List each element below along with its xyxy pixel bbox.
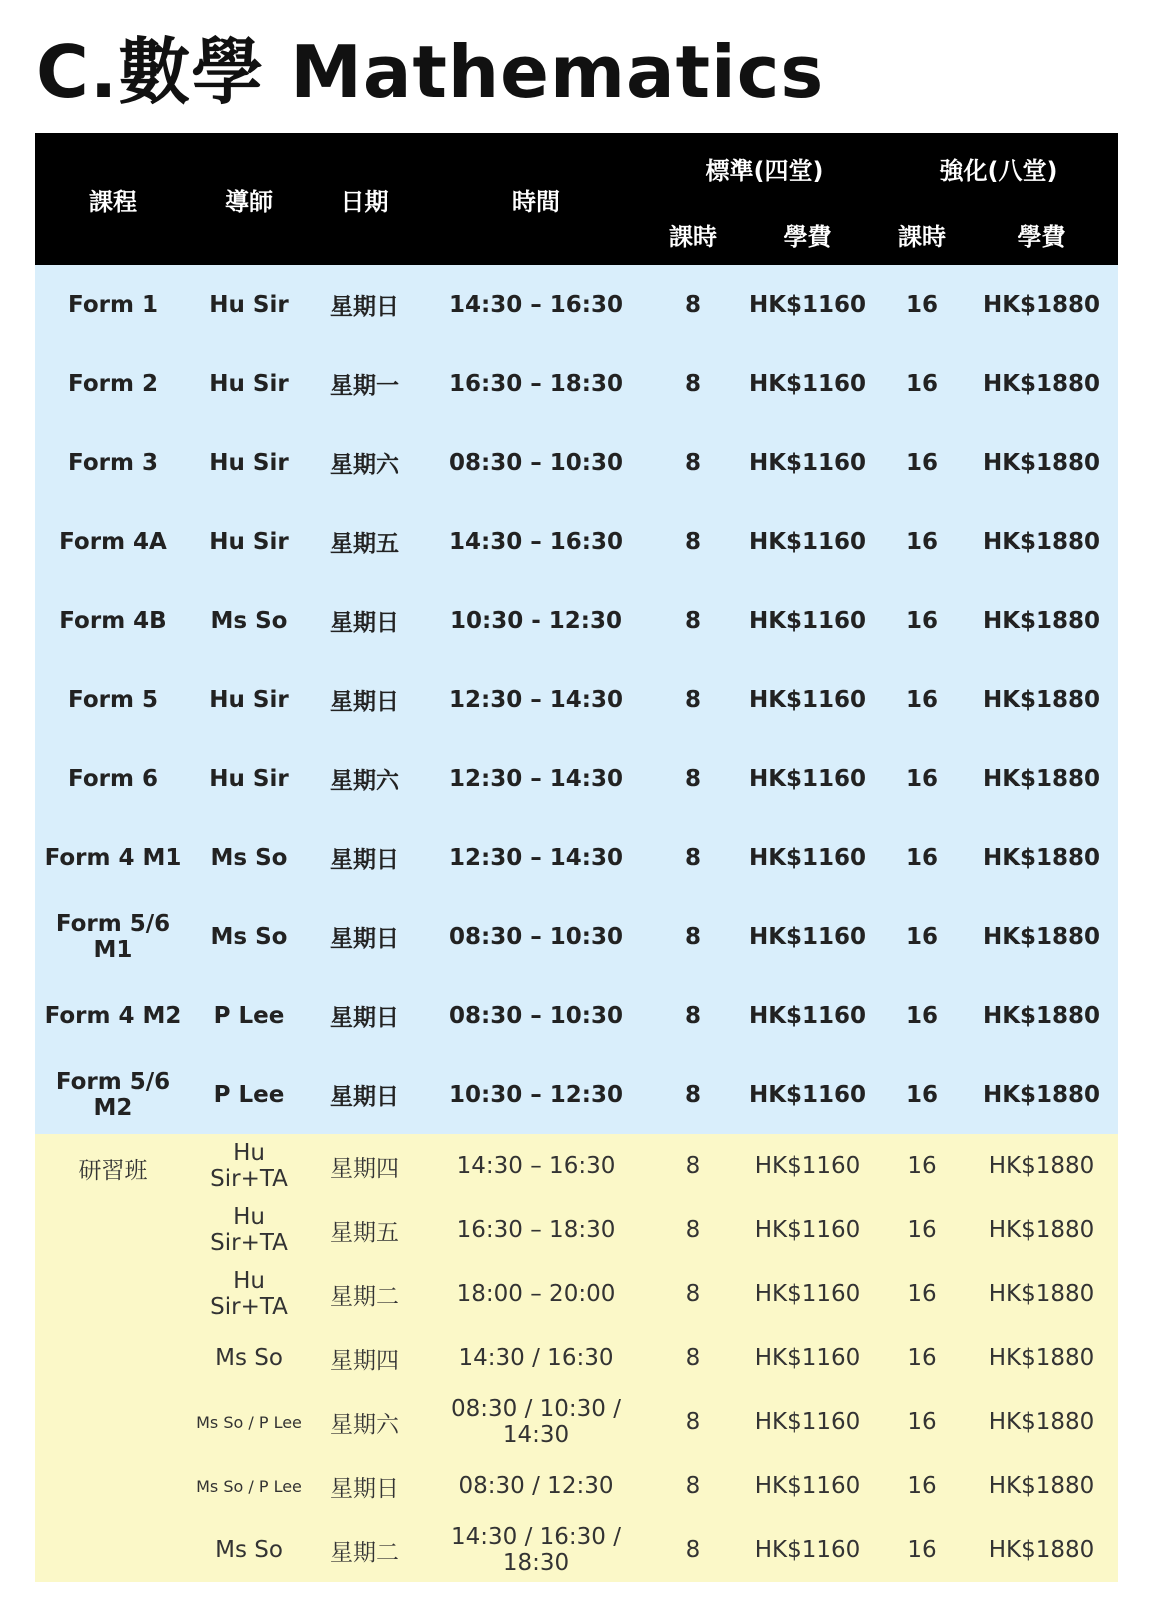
standard-hours-cell: 8 [650, 423, 736, 502]
tutor-cell: Ms So / P Lee [191, 1390, 307, 1454]
time-cell: 14:30 – 16:30 [422, 502, 650, 581]
day-cell: 星期四 [307, 1134, 422, 1198]
intensive-fee-cell: HK$1880 [965, 344, 1118, 423]
course-cell: Form 1 [35, 265, 191, 344]
day-cell: 星期一 [307, 344, 422, 423]
day-cell: 星期五 [307, 502, 422, 581]
table-row [35, 1262, 1118, 1326]
table-row [35, 1454, 1118, 1518]
day-cell: 星期六 [307, 423, 422, 502]
standard-hours-cell: 8 [650, 1454, 736, 1518]
intensive-hours-cell: 16 [879, 423, 965, 502]
header-intensive-fee: 學費 [965, 203, 1118, 265]
day-cell: 星期日 [307, 581, 422, 660]
time-cell: 14:30 / 16:30 / 18:30 [422, 1518, 650, 1582]
time-cell: 12:30 – 14:30 [422, 818, 650, 897]
course-cell: 研習班 [35, 1134, 191, 1582]
standard-hours-cell: 8 [650, 976, 736, 1055]
time-cell: 08:30 / 10:30 / 14:30 [422, 1390, 650, 1454]
time-cell: 10:30 - 12:30 [422, 581, 650, 660]
tutor-cell: Hu Sir [191, 739, 307, 818]
standard-fee-cell: HK$1160 [736, 581, 879, 660]
standard-fee-cell: HK$1160 [736, 1390, 879, 1454]
page-title: C.數學 Mathematics [36, 30, 825, 114]
standard-fee-cell: HK$1160 [736, 1134, 879, 1198]
table-row [35, 344, 1118, 423]
standard-hours-cell: 8 [650, 739, 736, 818]
header-intensive-hours: 課時 [879, 203, 965, 265]
tutor-cell: Ms So [191, 1326, 307, 1390]
intensive-hours-cell: 16 [879, 660, 965, 739]
time-cell: 12:30 – 14:30 [422, 739, 650, 818]
intensive-fee-cell: HK$1880 [965, 502, 1118, 581]
time-cell: 08:30 – 10:30 [422, 976, 650, 1055]
intensive-fee-cell: HK$1880 [965, 1134, 1118, 1198]
standard-fee-cell: HK$1160 [736, 344, 879, 423]
intensive-hours-cell: 16 [879, 1134, 965, 1198]
table-row [35, 739, 1118, 818]
time-cell: 14:30 – 16:30 [422, 1134, 650, 1198]
header-intensive: 強化(八堂) [879, 133, 1118, 203]
intensive-hours-cell: 16 [879, 1326, 965, 1390]
table-row [35, 265, 1118, 344]
intensive-hours-cell: 16 [879, 502, 965, 581]
course-cell: Form 3 [35, 423, 191, 502]
course-cell: Form 4 M1 [35, 818, 191, 897]
standard-fee-cell: HK$1160 [736, 265, 879, 344]
intensive-hours-cell: 16 [879, 1518, 965, 1582]
tutor-cell: Ms So / P Lee [191, 1454, 307, 1518]
intensive-fee-cell: HK$1880 [965, 897, 1118, 976]
table-row [35, 1134, 1118, 1198]
day-cell: 星期日 [307, 897, 422, 976]
intensive-fee-cell: HK$1880 [965, 818, 1118, 897]
table-row [35, 1326, 1118, 1390]
tutor-cell: Ms So [191, 818, 307, 897]
regular-courses [35, 265, 1118, 1134]
intensive-fee-cell: HK$1880 [965, 1055, 1118, 1134]
time-cell: 10:30 – 12:30 [422, 1055, 650, 1134]
day-cell: 星期日 [307, 976, 422, 1055]
standard-hours-cell: 8 [650, 265, 736, 344]
header-tutor: 導師 [191, 133, 307, 265]
tutor-cell: Hu Sir [191, 423, 307, 502]
intensive-hours-cell: 16 [879, 344, 965, 423]
time-cell: 16:30 – 18:30 [422, 1198, 650, 1262]
day-cell: 星期日 [307, 1055, 422, 1134]
tutor-cell: Hu Sir [191, 344, 307, 423]
day-cell: 星期日 [307, 818, 422, 897]
tutor-cell: Hu Sir [191, 660, 307, 739]
standard-fee-cell: HK$1160 [736, 1055, 879, 1134]
standard-hours-cell: 8 [650, 818, 736, 897]
intensive-fee-cell: HK$1880 [965, 265, 1118, 344]
table-row [35, 581, 1118, 660]
day-cell: 星期六 [307, 739, 422, 818]
course-cell: Form 4A [35, 502, 191, 581]
day-cell: 星期六 [307, 1390, 422, 1454]
intensive-hours-cell: 16 [879, 1454, 965, 1518]
standard-fee-cell: HK$1160 [736, 976, 879, 1055]
standard-fee-cell: HK$1160 [736, 818, 879, 897]
intensive-hours-cell: 16 [879, 1390, 965, 1454]
intensive-hours-cell: 16 [879, 739, 965, 818]
intensive-hours-cell: 16 [879, 1198, 965, 1262]
intensive-hours-cell: 16 [879, 1055, 965, 1134]
intensive-hours-cell: 16 [879, 581, 965, 660]
standard-hours-cell: 8 [650, 1518, 736, 1582]
tutor-cell: Hu Sir [191, 265, 307, 344]
course-cell: Form 6 [35, 739, 191, 818]
course-cell: Form 4 M2 [35, 976, 191, 1055]
day-cell: 星期日 [307, 660, 422, 739]
intensive-hours-cell: 16 [879, 897, 965, 976]
standard-hours-cell: 8 [650, 581, 736, 660]
standard-hours-cell: 8 [650, 1262, 736, 1326]
standard-hours-cell: 8 [650, 660, 736, 739]
tutor-cell: Hu Sir+TA [191, 1198, 307, 1262]
header-time: 時間 [422, 133, 650, 265]
time-cell: 16:30 – 18:30 [422, 344, 650, 423]
time-cell: 18:00 – 20:00 [422, 1262, 650, 1326]
standard-hours-cell: 8 [650, 1390, 736, 1454]
standard-fee-cell: HK$1160 [736, 1262, 879, 1326]
intensive-fee-cell: HK$1880 [965, 423, 1118, 502]
tutor-cell: Ms So [191, 581, 307, 660]
standard-hours-cell: 8 [650, 897, 736, 976]
intensive-fee-cell: HK$1880 [965, 976, 1118, 1055]
standard-fee-cell: HK$1160 [736, 1326, 879, 1390]
day-cell: 星期日 [307, 1454, 422, 1518]
tutor-cell: P Lee [191, 976, 307, 1055]
table-row [35, 1518, 1118, 1582]
table-header [35, 133, 1118, 265]
day-cell: 星期日 [307, 265, 422, 344]
intensive-hours-cell: 16 [879, 265, 965, 344]
intensive-fee-cell: HK$1880 [965, 1518, 1118, 1582]
intensive-fee-cell: HK$1880 [965, 1198, 1118, 1262]
header-standard: 標準(四堂) [650, 133, 879, 203]
day-cell: 星期二 [307, 1262, 422, 1326]
course-cell: Form 4B [35, 581, 191, 660]
tutor-cell: P Lee [191, 1055, 307, 1134]
standard-hours-cell: 8 [650, 1326, 736, 1390]
intensive-fee-cell: HK$1880 [965, 1390, 1118, 1454]
table-row [35, 1390, 1118, 1454]
day-cell: 星期四 [307, 1326, 422, 1390]
table-row [35, 1198, 1118, 1262]
tutor-cell: Hu Sir+TA [191, 1134, 307, 1198]
table-row [35, 818, 1118, 897]
day-cell: 星期五 [307, 1198, 422, 1262]
course-cell: Form 5/6 M1 [35, 897, 191, 976]
standard-fee-cell: HK$1160 [736, 897, 879, 976]
tutor-cell: Hu Sir+TA [191, 1262, 307, 1326]
table-row [35, 976, 1118, 1055]
day-cell: 星期二 [307, 1518, 422, 1582]
intensive-fee-cell: HK$1880 [965, 581, 1118, 660]
tutor-cell: Ms So [191, 897, 307, 976]
standard-fee-cell: HK$1160 [736, 1518, 879, 1582]
table-row [35, 897, 1118, 976]
table-row [35, 423, 1118, 502]
table-row [35, 660, 1118, 739]
intensive-hours-cell: 16 [879, 818, 965, 897]
table-row [35, 502, 1118, 581]
standard-fee-cell: HK$1160 [736, 739, 879, 818]
time-cell: 08:30 – 10:30 [422, 423, 650, 502]
course-cell: Form 2 [35, 344, 191, 423]
table-row [35, 1055, 1118, 1134]
time-cell: 08:30 – 10:30 [422, 897, 650, 976]
schedule-table [35, 133, 1118, 1582]
workshop-courses [35, 1134, 1118, 1582]
standard-hours-cell: 8 [650, 1134, 736, 1198]
standard-fee-cell: HK$1160 [736, 1454, 879, 1518]
time-cell: 14:30 / 16:30 [422, 1326, 650, 1390]
intensive-fee-cell: HK$1880 [965, 1326, 1118, 1390]
header-day: 日期 [307, 133, 422, 265]
standard-fee-cell: HK$1160 [736, 660, 879, 739]
header-standard-fee: 學費 [736, 203, 879, 265]
standard-hours-cell: 8 [650, 1198, 736, 1262]
intensive-fee-cell: HK$1880 [965, 1262, 1118, 1326]
header-standard-hours: 課時 [650, 203, 736, 265]
intensive-hours-cell: 16 [879, 976, 965, 1055]
standard-fee-cell: HK$1160 [736, 1198, 879, 1262]
standard-hours-cell: 8 [650, 344, 736, 423]
course-cell: Form 5/6 M2 [35, 1055, 191, 1134]
tutor-cell: Hu Sir [191, 502, 307, 581]
course-cell: Form 5 [35, 660, 191, 739]
intensive-fee-cell: HK$1880 [965, 739, 1118, 818]
time-cell: 08:30 / 12:30 [422, 1454, 650, 1518]
standard-fee-cell: HK$1160 [736, 502, 879, 581]
header-course: 課程 [35, 133, 191, 265]
intensive-hours-cell: 16 [879, 1262, 965, 1326]
intensive-fee-cell: HK$1880 [965, 660, 1118, 739]
standard-fee-cell: HK$1160 [736, 423, 879, 502]
standard-hours-cell: 8 [650, 502, 736, 581]
intensive-fee-cell: HK$1880 [965, 1454, 1118, 1518]
standard-hours-cell: 8 [650, 1055, 736, 1134]
time-cell: 12:30 – 14:30 [422, 660, 650, 739]
tutor-cell: Ms So [191, 1518, 307, 1582]
time-cell: 14:30 – 16:30 [422, 265, 650, 344]
